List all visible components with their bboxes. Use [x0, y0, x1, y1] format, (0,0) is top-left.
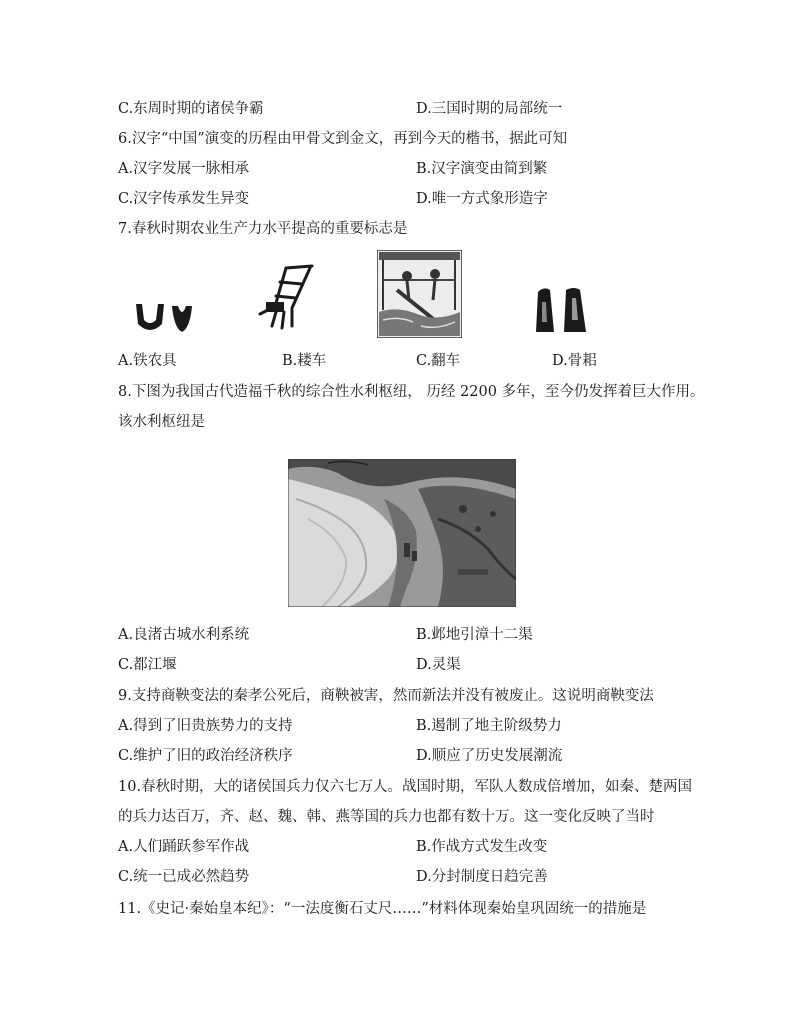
- q9-stem: 9.支持商鞅变法的秦孝公死后，商鞅被害，然而新法并没有被废止。这说明商鞅变法: [118, 688, 654, 704]
- q8-option-c: C.都江堰: [118, 657, 177, 673]
- seed-drill-image: [252, 262, 322, 334]
- q6-option-d: D.唯一方式象形造字: [416, 191, 548, 207]
- q7-option-c: C.翻车: [416, 353, 461, 369]
- dujiangyan-image: [288, 459, 516, 607]
- q8-option-a: A.良渚古城水利系统: [118, 627, 250, 643]
- q10-option-c: C.统一已成必然趋势: [118, 869, 250, 885]
- q7-stem: 7.春秋时期农业生产力水平提高的重要标志是: [118, 221, 408, 237]
- iron-tools-image: [132, 298, 202, 338]
- q10-option-b: B.作战方式发生改变: [416, 839, 548, 855]
- q5-option-d: D.三国时期的局部统一: [416, 101, 563, 117]
- q9-option-d: D.顺应了历史发展潮流: [416, 748, 563, 764]
- water-wheel-image: [377, 250, 462, 338]
- q7-option-b: B.耧车: [282, 353, 327, 369]
- q7-option-a: A.铁农具: [118, 353, 177, 369]
- q9-option-a: A.得到了旧贵族势力的支持: [118, 718, 293, 734]
- q9-option-c: C.维护了旧的政治经济秩序: [118, 748, 293, 764]
- q10-option-a: A.人们踊跃参军作战: [118, 839, 250, 855]
- bone-spade-image: [534, 286, 590, 336]
- q10-stem-line-1: 10.春秋时期，大的诸侯国兵力仅六七万人。战国时期，军队人数成倍增加，如秦、楚两国: [118, 779, 693, 795]
- q8-stem-line-2: 该水利枢纽是: [118, 414, 205, 430]
- q8-option-d: D.灵渠: [416, 657, 461, 673]
- q6-stem: 6.汉字“中国”演变的历程由甲骨文到金文，再到今天的楷书，据此可知: [118, 131, 568, 147]
- q11-stem: 11.《史记·秦始皇本纪》：“一法度衡石丈尺……”材料体现秦始皇巩固统一的措施是: [118, 901, 647, 917]
- q6-option-b: B.汉字演变由简到繁: [416, 161, 548, 177]
- q6-option-c: C.汉字传承发生异变: [118, 191, 250, 207]
- q9-option-b: B.遏制了地主阶级势力: [416, 718, 562, 734]
- q8-option-b: B.邺地引漳十二渠: [416, 627, 533, 643]
- q8-stem-line-1: 8.下图为我国古代造福千秋的综合性水利枢纽， 历经 2200 多年，至今仍发挥着巨大作用。: [118, 384, 705, 400]
- q5-option-c: C.东周时期的诸侯争霸: [118, 101, 264, 117]
- q7-option-d: D.骨耜: [552, 353, 597, 369]
- q6-option-a: A.汉字发展一脉相承: [118, 161, 250, 177]
- q10-stem-line-2: 的兵力达百万，齐、赵、魏、韩、燕等国的兵力也都有数十万。这一变化反映了当时: [118, 809, 655, 825]
- q10-option-d: D.分封制度日趋完善: [416, 869, 548, 885]
